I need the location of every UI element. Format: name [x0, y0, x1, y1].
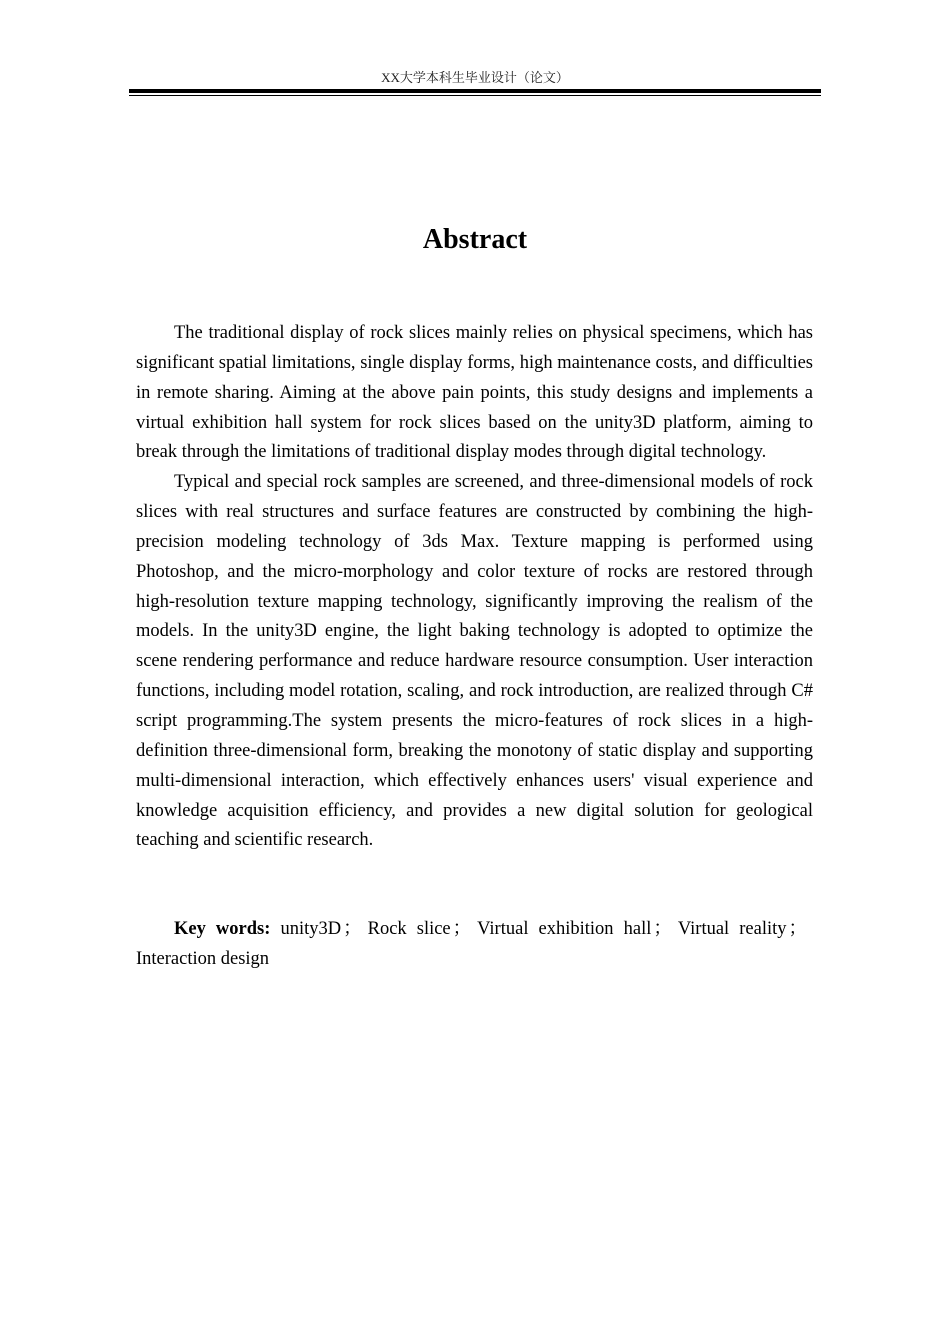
keyword-item: Virtual exhibition hall: [477, 919, 652, 939]
keyword-separator: ；: [653, 919, 672, 939]
keyword-separator: ；: [452, 919, 472, 939]
keyword-item: unity3D: [280, 919, 342, 939]
header-rule-thick: [129, 89, 821, 93]
abstract-paragraph-1: The traditional display of rock slices mainly relies on physical specimens, which has significant spatial limitations, single display forms, high maintenance costs, and difficulties in remote sharing. Aiming at the above pain points, this study designs and implements a virtual exhibition hall system for rock slices based on the unity3D platform, aiming to break through the limitations of traditional display modes through digital technology.: [136, 323, 813, 463]
abstract-title: Abstract: [422, 224, 528, 255]
keyword-item: Virtual reality: [677, 919, 787, 939]
header-rule-thin: [129, 95, 821, 96]
keyword-separator: ；: [343, 919, 362, 939]
keywords-line: [136, 915, 813, 975]
keywords-label: Key words:: [174, 919, 271, 939]
abstract-body: [136, 319, 813, 856]
keyword-separator: ；: [788, 919, 808, 939]
abstract-paragraph-2: Typical and special rock samples are screened, and three-dimensional models of rock slices with real structures and surface features are constructed by combining the high-precision modeling technology of 3ds Max. Texture mapping is performed using Photoshop, and the micro-morphology and color texture of rocks are restored through high-resolution texture mapping technology, significantly improving the realism of the models. In the unity3D engine, the light baking technology is adopted to optimize the scene rendering performance and reduce hardware resource consumption. User interaction functions, including model rotation, scaling, and rock introduction, are realized through C# script programming.The system presents the micro-features of rock slices in a high-definition three-dimensional form, breaking the monotony of static display and supporting multi-dimensional interaction, which effectively enhances users' visual experience and knowledge acquisition efficiency, and provides a new digital solution for geological teaching and scientific research.: [136, 472, 813, 851]
keyword-item: Rock slice: [367, 919, 451, 939]
page-header: XX大学本科生毕业设计（论文）: [381, 70, 569, 85]
keyword-item: Interaction design: [136, 948, 270, 969]
